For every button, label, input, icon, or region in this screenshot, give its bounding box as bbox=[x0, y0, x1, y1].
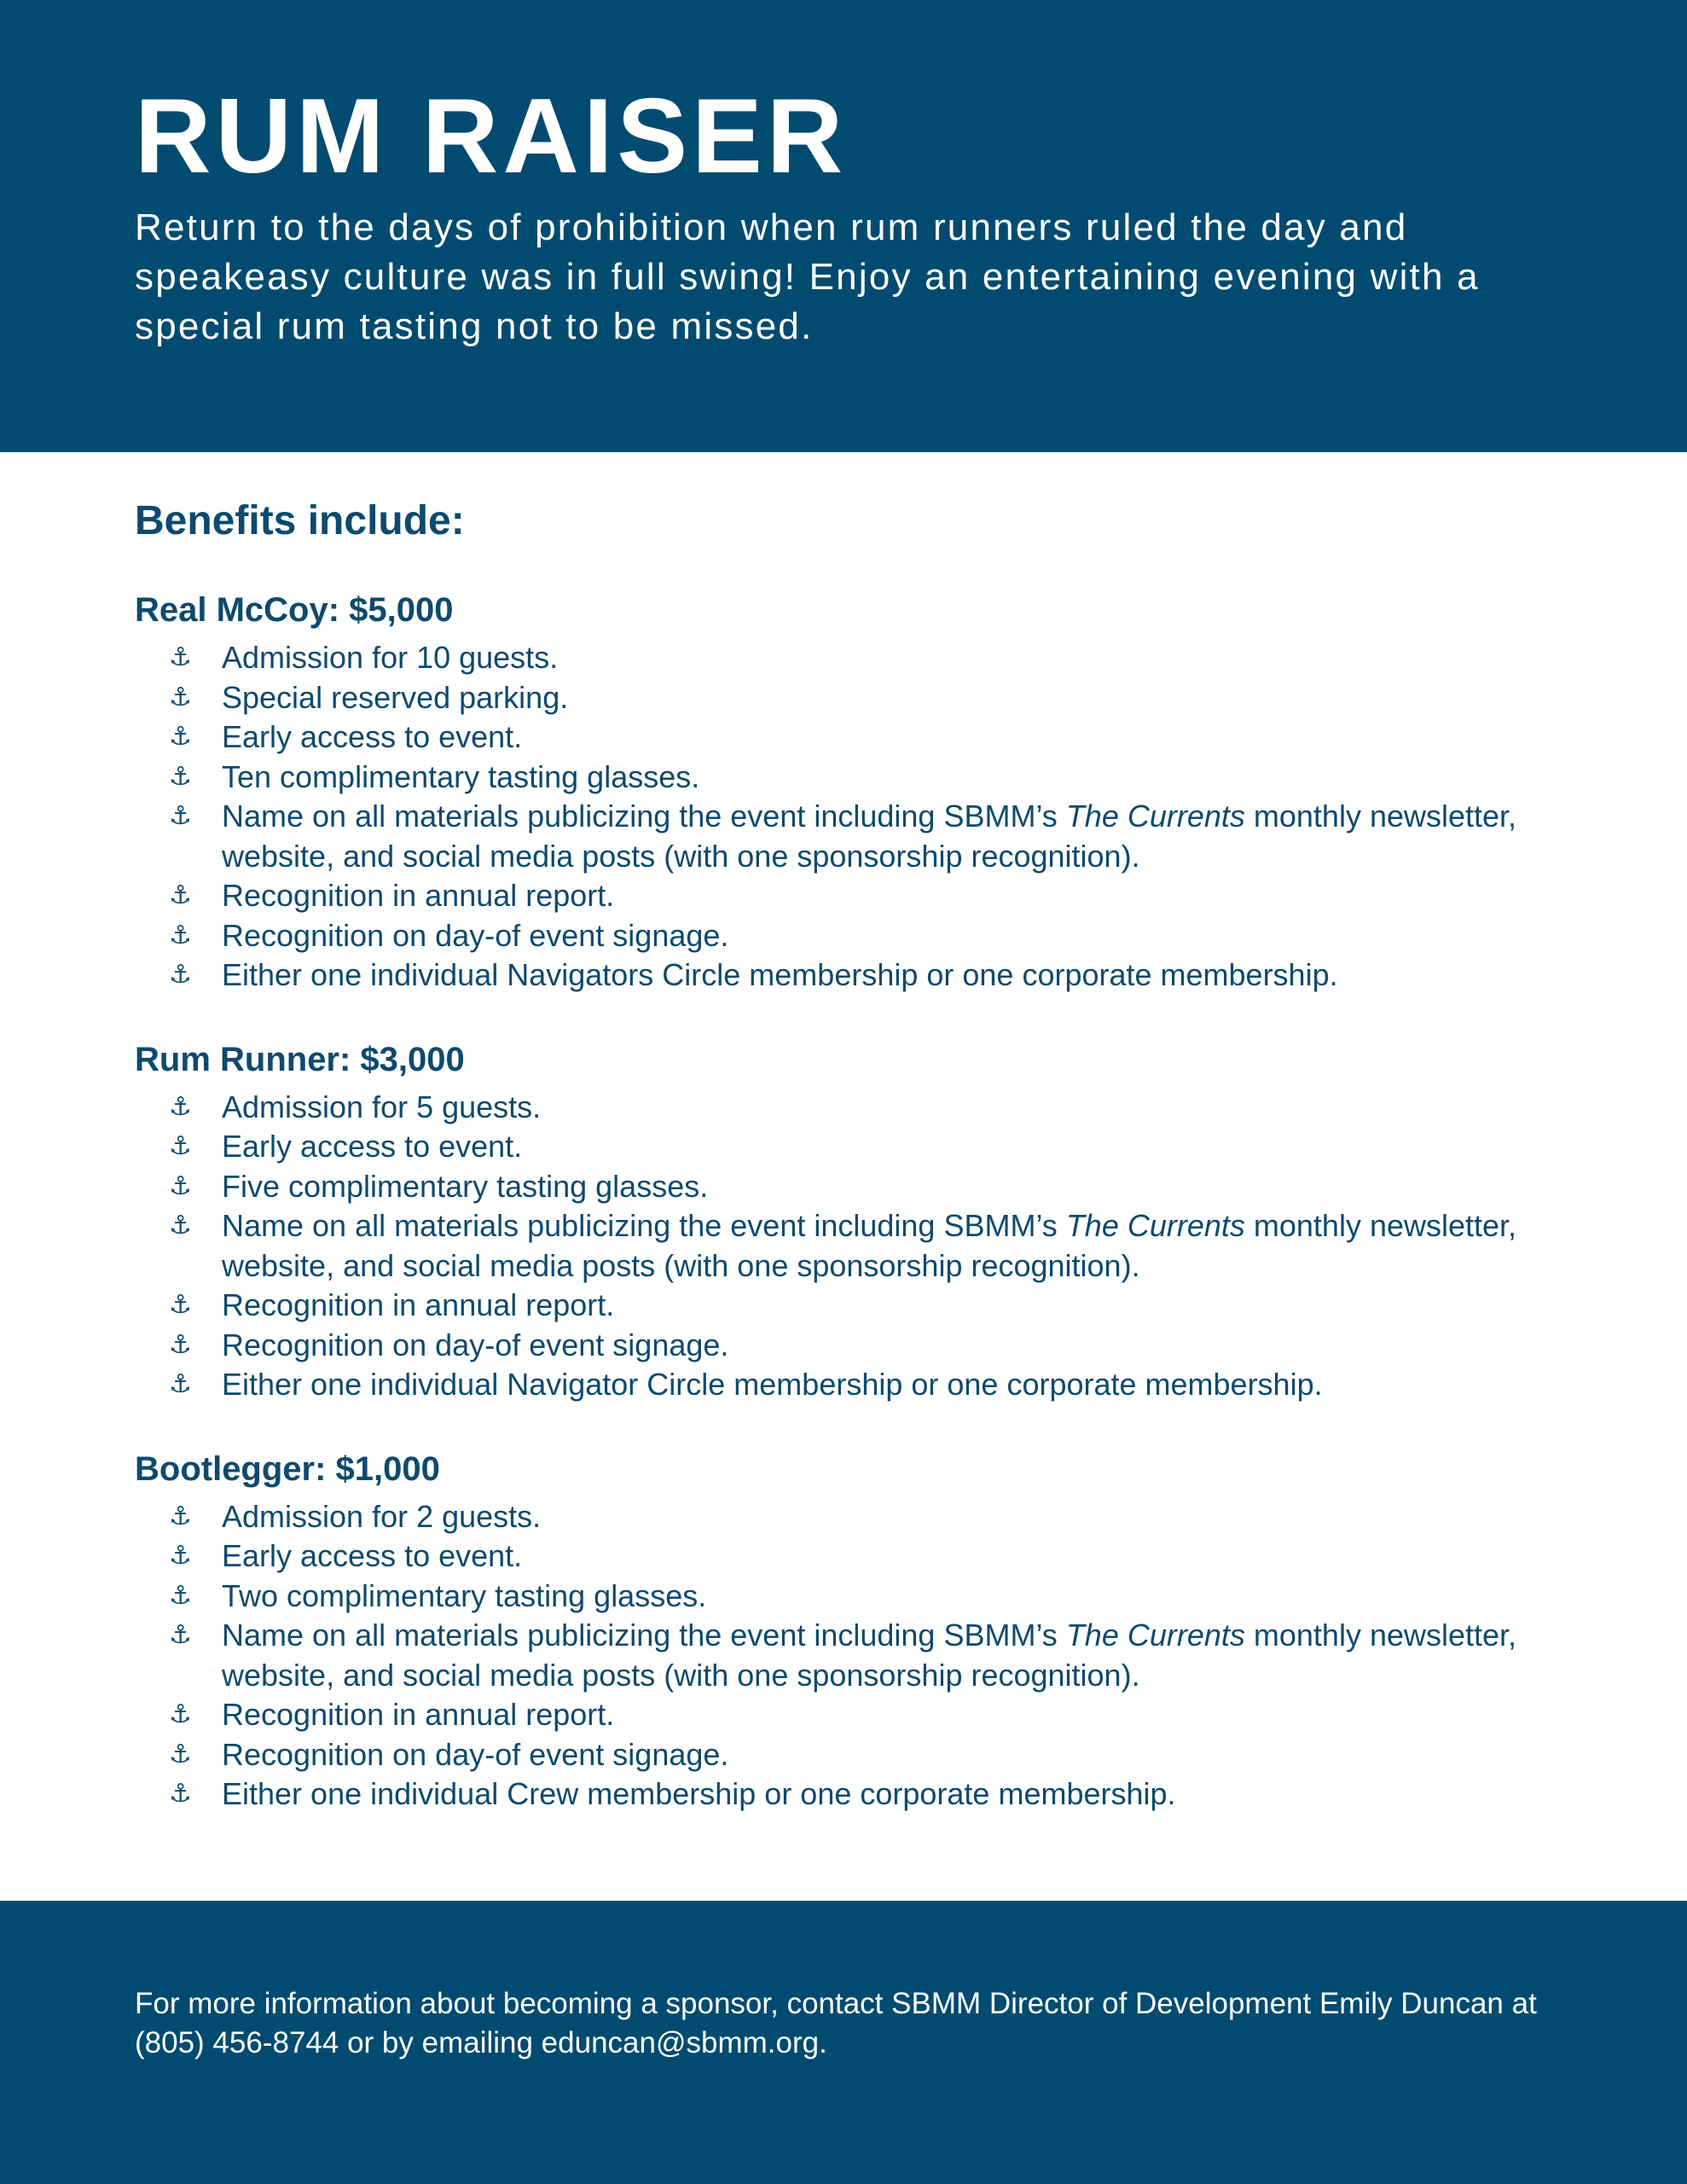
benefit-item bbox=[135, 1127, 1585, 1167]
benefit-text: Early access to event. bbox=[222, 1538, 523, 1573]
newsletter-name: The Currents bbox=[1065, 1208, 1245, 1243]
benefit-item bbox=[135, 1774, 1585, 1815]
anchor-icon: ⚓ bbox=[169, 920, 192, 950]
anchor-icon: ⚓ bbox=[169, 960, 192, 990]
benefit-item bbox=[135, 1735, 1585, 1775]
anchor-icon: ⚓ bbox=[169, 1211, 192, 1240]
benefits-section bbox=[135, 495, 1585, 1815]
benefit-text: Name on all materials publicizing the event including SBMM’s bbox=[222, 799, 1066, 834]
newsletter-name: The Currents bbox=[1065, 1618, 1245, 1653]
page-title: RUM RAISER bbox=[135, 78, 848, 195]
benefit-item bbox=[135, 956, 1585, 996]
benefit-item bbox=[135, 638, 1585, 678]
anchor-icon: ⚓ bbox=[169, 761, 192, 792]
benefit-item bbox=[135, 1536, 1585, 1577]
benefit-item bbox=[135, 717, 1585, 758]
anchor-icon: ⚓ bbox=[169, 1541, 192, 1571]
footer-banner bbox=[0, 1901, 1687, 2184]
tier-real-mccoy bbox=[135, 587, 1585, 996]
anchor-icon: ⚓ bbox=[169, 1131, 192, 1161]
anchor-icon: ⚓ bbox=[169, 801, 192, 831]
anchor-icon: ⚓ bbox=[169, 1739, 192, 1769]
benefit-item bbox=[135, 1365, 1585, 1405]
benefit-text: Early access to event. bbox=[222, 1129, 523, 1164]
benefit-item bbox=[135, 916, 1585, 956]
benefit-text: Either one individual Crew membership or one corporate membership. bbox=[222, 1776, 1176, 1811]
benefit-text: monthly newsletter, website, and social media posts (with one sponsorship recognition). bbox=[222, 1618, 1517, 1693]
benefit-text: Recognition on day-of event signage. bbox=[222, 1736, 729, 1772]
intro-paragraph: Return to the days of prohibition when rum runners ruled the day and speakeasy culture was in full swing! Enjoy an entertaining evening with a special rum tasting not to be missed. bbox=[135, 206, 1480, 347]
benefit-text: Five complimentary tasting glasses. bbox=[222, 1168, 709, 1204]
benefit-text: Name on all materials publicizing the event including SBMM’s bbox=[222, 1208, 1066, 1243]
tier-title: Bootlegger: $1,000 bbox=[135, 1449, 440, 1488]
benefit-text: monthly newsletter, website, and social media posts (with one sponsorship recognition). bbox=[222, 799, 1517, 874]
anchor-icon: ⚓ bbox=[169, 1580, 192, 1611]
anchor-icon: ⚓ bbox=[169, 1369, 192, 1399]
benefit-text: Either one individual Navigator Circle membership or one corporate membership. bbox=[222, 1367, 1323, 1402]
benefit-item bbox=[135, 758, 1585, 798]
anchor-icon: ⚓ bbox=[169, 1290, 192, 1320]
benefit-text: Recognition in annual report. bbox=[222, 1697, 615, 1732]
anchor-icon: ⚓ bbox=[169, 1329, 192, 1360]
benefit-item bbox=[135, 1286, 1585, 1326]
anchor-icon: ⚓ bbox=[169, 1091, 192, 1122]
benefit-text: Name on all materials publicizing the event including SBMM’s bbox=[222, 1618, 1066, 1653]
benefit-item bbox=[135, 1206, 1585, 1286]
anchor-icon: ⚓ bbox=[169, 682, 192, 712]
benefit-item bbox=[135, 1326, 1585, 1366]
anchor-icon: ⚓ bbox=[169, 1170, 192, 1201]
benefit-text: Admission for 5 guests. bbox=[222, 1089, 542, 1124]
benefit-text: Early access to event. bbox=[222, 719, 523, 754]
benefit-text: Recognition on day-of event signage. bbox=[222, 1327, 729, 1362]
anchor-icon: ⚓ bbox=[169, 1699, 192, 1729]
anchor-icon: ⚓ bbox=[169, 642, 192, 672]
benefit-item bbox=[135, 678, 1585, 718]
benefit-text: monthly newsletter, website, and social media posts (with one sponsorship recognition). bbox=[222, 1208, 1517, 1283]
benefit-text: Special reserved parking. bbox=[222, 679, 569, 715]
tier-title: Rum Runner: $3,000 bbox=[135, 1040, 465, 1078]
contact-info: For more information about becoming a sponsor, contact SBMM Director of Development Emily Duncan at (805) 456-8744 or by emailing eduncan@sbmm.org. bbox=[135, 1987, 1537, 2059]
benefit-item bbox=[135, 797, 1585, 876]
anchor-icon: ⚓ bbox=[169, 880, 192, 910]
benefit-text: Admission for 10 guests. bbox=[222, 640, 559, 675]
benefits-list bbox=[135, 1497, 1585, 1815]
benefits-heading: Benefits include: bbox=[135, 498, 465, 543]
benefits-list bbox=[135, 1088, 1585, 1405]
benefit-text: Recognition on day-of event signage. bbox=[222, 917, 729, 953]
benefit-item bbox=[135, 1088, 1585, 1128]
benefit-item bbox=[135, 1616, 1585, 1695]
anchor-icon: ⚓ bbox=[169, 722, 192, 752]
header-banner bbox=[0, 0, 1687, 452]
benefit-text: Recognition in annual report. bbox=[222, 878, 615, 913]
anchor-icon: ⚓ bbox=[169, 1620, 192, 1650]
benefit-item bbox=[135, 876, 1585, 916]
tier-rum-runner bbox=[135, 1037, 1585, 1405]
tier-bootlegger bbox=[135, 1446, 1585, 1815]
benefit-text: Admission for 2 guests. bbox=[222, 1498, 542, 1534]
benefit-text: Recognition in annual report. bbox=[222, 1287, 615, 1322]
anchor-icon: ⚓ bbox=[169, 1501, 192, 1531]
benefit-item bbox=[135, 1695, 1585, 1735]
benefit-text: Two complimentary tasting glasses. bbox=[222, 1577, 707, 1613]
benefits-list bbox=[135, 638, 1585, 996]
tier-title: Real McCoy: $5,000 bbox=[135, 591, 454, 629]
newsletter-name: The Currents bbox=[1065, 799, 1245, 834]
benefit-item bbox=[135, 1577, 1585, 1617]
anchor-icon: ⚓ bbox=[169, 1779, 192, 1809]
benefit-text: Ten complimentary tasting glasses. bbox=[222, 758, 700, 794]
benefit-item bbox=[135, 1497, 1585, 1537]
benefit-item bbox=[135, 1167, 1585, 1207]
benefit-text: Either one individual Navigators Circle membership or one corporate membership. bbox=[222, 957, 1338, 992]
